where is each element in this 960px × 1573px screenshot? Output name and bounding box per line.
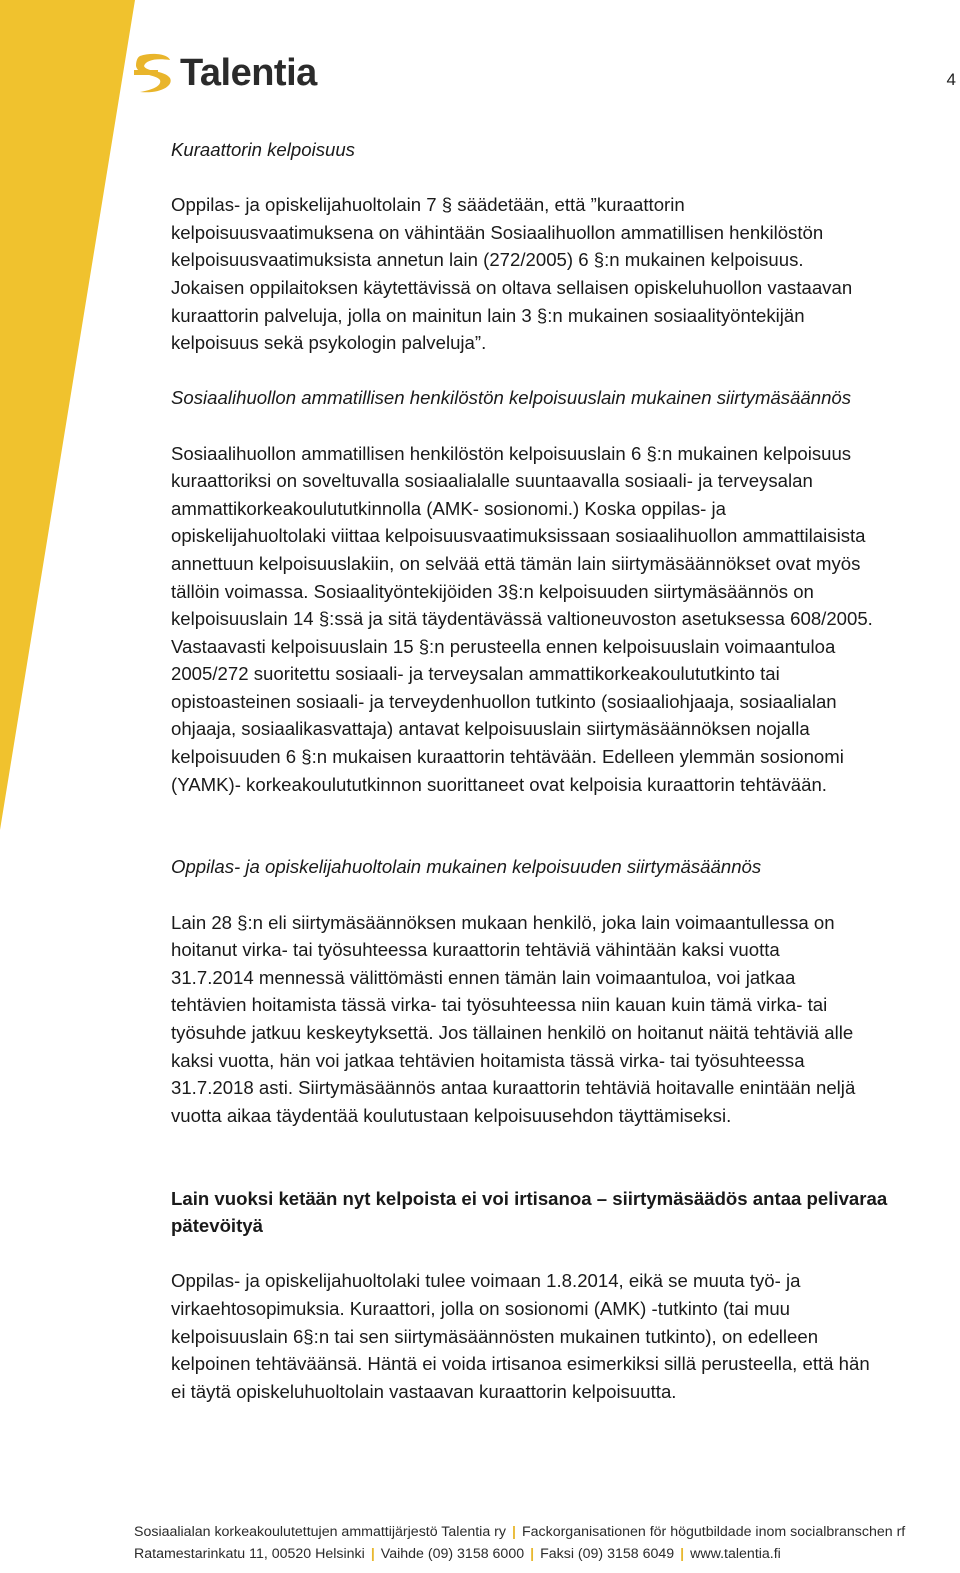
spacer [171, 881, 957, 909]
page-number: 4 [946, 70, 956, 89]
text-line: tehtävien hoitamista tässä virka- tai työsuhteessa niin kauan kuin tämä virka- tai [171, 994, 828, 1016]
footer-text: Vaihde (09) 3158 6000 [380, 1546, 525, 1562]
paragraph [171, 1267, 957, 1405]
footer-text: Faksi (09) 3158 6049 [540, 1546, 675, 1562]
text-line: Jokaisen oppilaitoksen käytettävissä on oltava sellaisen opiskeluhuollon vastaavan [171, 276, 853, 298]
bold-heading [171, 1185, 957, 1240]
spacer [171, 357, 957, 385]
footer-text: Ratamestarinkatu 11, 00520 Helsinki [134, 1546, 365, 1562]
document-body [171, 136, 957, 1405]
text-line: kaksi vuotta, hän voi jatkaa tehtävien hoitamista tässä virka- tai työsuhteessa [171, 1049, 805, 1071]
text-line: ohjaaja, sosiaalikasvattaja) antavat kelpoisuuslain siirtymäsäännöksen nojalla [171, 718, 810, 740]
footer-separator: | [530, 1546, 535, 1562]
text-line: kelpoisuusvaatimuksena on vähintään Sosiaalihuollon ammatillisen henkilöstön [171, 221, 824, 243]
footer-separator: | [370, 1546, 375, 1562]
text-line: Oppilas- ja opiskelijahuoltolain mukainen kelpoisuuden siirtymäsäännös [171, 856, 762, 878]
text-line: Lain vuoksi ketään nyt kelpoista ei voi irtisanoa – siirtymäsäädös antaa pelivaraa [171, 1187, 888, 1209]
section-heading [171, 853, 957, 881]
text-line: Oppilas- ja opiskelijahuoltolain 7 § säädetään, että ”kuraattorin [171, 194, 685, 216]
talentia-logo-mark-icon [134, 50, 176, 96]
text-line: kelpoisuuslain 6§:n tai sen siirtymäsäännösten mukainen tutkinto), on edelleen [171, 1325, 819, 1347]
text-line: kelpoisuus sekä psykologin palveluja”. [171, 332, 487, 354]
text-line: kuraattoriksi on soveltuvalla sosiaalialalle suuntaavalla sosiaali- ja terveysalan [171, 470, 813, 492]
spacer [171, 412, 957, 440]
text-line: hoitanut virka- tai työsuhteessa kuraattorin tehtäviä vähintään kaksi vuotta [171, 939, 780, 961]
text-line: kelpoinen tehtäväänsä. Häntä ei voida irtisanoa esimerkiksi sillä perusteella, että hän [171, 1353, 870, 1375]
text-line: opistoasteinen sosiaali- ja terveydenhuollon tutkinto (sosiaaliohjaaja, sosiaalialan [171, 690, 837, 712]
paragraph [171, 909, 957, 1130]
footer-text: Sosiaalialan korkeakoulutettujen ammattijärjestö Talentia ry [134, 1524, 506, 1540]
text-line: annettuun kelpoisuuslakiin, on selvää että tämän lain siirtymäsäännökset ovat myös [171, 552, 861, 574]
paragraph [171, 440, 957, 799]
text-line: kelpoisuusvaatimuksista annetun lain (272/2005) 6 §:n mukainen kelpoisuus. [171, 249, 804, 271]
text-line: 31.7.2018 asti. Siirtymäsäännös antaa kuraattorin tehtäviä hoitavalle enintään neljä [171, 1077, 856, 1099]
text-line: 2005/272 suoritettu sosiaali- ja terveysalan ammattikorkeakoulututkinto tai [171, 663, 780, 685]
footer-separator: | [511, 1524, 516, 1540]
footer-text: www.talentia.fi [690, 1546, 781, 1562]
text-line: tällöin voimassa. Sosiaalityöntekijöiden 3§:n kelpoisuuden siirtymäsäännös on [171, 580, 814, 602]
text-line: kelpoisuuden 6 §:n mukaisen kuraattorin tehtävään. Edelleen ylemmän sosionomi [171, 746, 844, 768]
spacer [171, 1157, 957, 1185]
spacer [171, 798, 957, 826]
text-line: kuraattorin palveluja, jolla on mainitun lain 3 §:n mukainen sosiaalityöntekijän [171, 304, 805, 326]
footer-separator: | [680, 1546, 685, 1562]
text-line: Vastaavasti kelpoisuuslain 15 §:n perusteella ennen kelpoisuuslain voimaantuloa [171, 635, 836, 657]
footer-line1 [134, 1521, 905, 1543]
talentia-logo [134, 48, 317, 98]
text-line: 31.7.2014 mennessä välittömästi ennen tämän lain voimaantuloa, voi jatkaa [171, 966, 796, 988]
paragraph [171, 191, 957, 357]
text-line: Kuraattorin kelpoisuus [171, 139, 355, 160]
spacer [171, 1240, 957, 1268]
text-line: pätevöityä [171, 1215, 263, 1237]
section-heading [171, 136, 957, 164]
section-heading [171, 384, 957, 412]
footer-text: Fackorganisationen för högutbildade inom socialbranschen rf [521, 1524, 906, 1540]
text-line: ei täytä opiskeluhuoltolain vastaavan kuraattorin kelpoisuutta. [171, 1380, 677, 1402]
text-line: Sosiaalihuollon ammatillisen henkilöstön kelpoisuuslain 6 §:n mukainen kelpoisuus [171, 442, 852, 464]
text-line: virkaehtosopimuksia. Kuraattori, jolla on sosionomi (AMK) -tutkinto (tai muu [171, 1297, 791, 1319]
text-line: työsuhde jatkuu keskeytyksettä. Jos tällainen henkilö on hoitanut näitä tehtäviä alle [171, 1022, 854, 1043]
spacer [171, 164, 957, 192]
page-footer [134, 1521, 905, 1565]
footer-line2 [134, 1543, 905, 1565]
text-line: (YAMK)- korkeakoulututkinnon suorittaneet ovat kelpoisia kuraattorin tehtävään. [171, 773, 827, 795]
text-line: Lain 28 §:n eli siirtymäsäännöksen mukaan henkilö, joka lain voimaantullessa on [171, 911, 835, 933]
text-line: ammattikorkeakoulututkinnolla (AMK- sosionomi.) Koska oppilas- ja [171, 497, 726, 519]
talentia-wordmark: Talentia [180, 51, 317, 94]
spacer [171, 1129, 957, 1157]
spacer [171, 826, 957, 854]
text-line: Oppilas- ja opiskelijahuoltolaki tulee voimaan 1.8.2014, eikä se muuta työ- ja [171, 1270, 801, 1292]
decorative-yellow-stripe [0, 0, 150, 830]
text-line: opiskelijahuoltolaki viittaa kelpoisuusvaatimuksissaan sosiaalihuollon ammattilaisista [171, 525, 866, 547]
text-line: kelpoisuuslain 14 §:ssä ja sitä täydentävässä valtioneuvoston asetuksessa 608/2005. [171, 608, 873, 630]
text-line: Sosiaalihuollon ammatillisen henkilöstön kelpoisuuslain mukainen siirtymäsäännös [171, 387, 852, 409]
text-line: vuotta aikaa täydentää koulutustaan kelpoisuusehdon täyttämiseksi. [171, 1104, 732, 1126]
